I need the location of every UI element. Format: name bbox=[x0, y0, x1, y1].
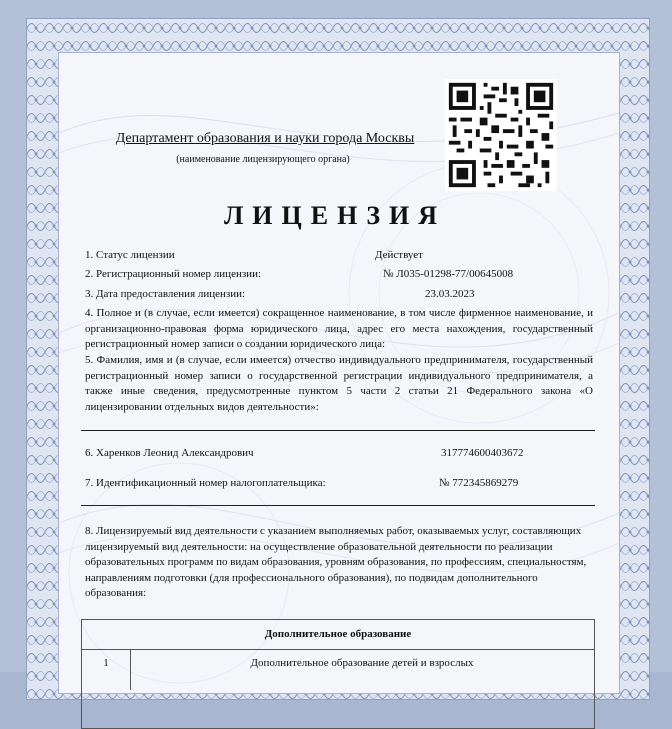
divider-top bbox=[81, 430, 595, 431]
authority-note: (наименование лицензирующего органа) bbox=[176, 154, 350, 165]
activity-table bbox=[81, 619, 595, 729]
divider-bottom bbox=[81, 505, 595, 506]
authority-name: Департамент образования и науки города Москвы bbox=[115, 131, 415, 146]
inn-value: № 772345869279 bbox=[439, 477, 519, 489]
clause-8: 8. Лицензируемый вид деятельности с указанием выполняемых работ, оказываемых услуг, составляющих лицензируемый вид деятельности: на осуществление образовательной деятельности по реализации образовательных программ по видам образования, уровням образования, по профессиям, специальностям, направлениям подготовки (для профессионального образования), по подвидам дополнительного образования: bbox=[85, 525, 587, 599]
reg-number-label: 2. Регистрационный номер лицензии: bbox=[85, 268, 262, 280]
table-row-number: 1 bbox=[82, 650, 131, 690]
status-label: 1. Статус лицензии bbox=[85, 249, 175, 261]
table-header: Дополнительное образование bbox=[82, 620, 594, 650]
table-row-text: Дополнительное образование детей и взрослых bbox=[250, 657, 474, 669]
entrepreneur-name: 6. Харенков Леонид Александрович bbox=[85, 447, 254, 459]
issue-date-value: 23.03.2023 bbox=[425, 288, 475, 300]
ogrnip-value: 317774600403672 bbox=[441, 447, 524, 459]
reg-number-value: № Л035-01298-77/00645008 bbox=[383, 268, 514, 280]
inn-label: 7. Идентификационный номер налогоплательщика: bbox=[85, 477, 326, 489]
document-title: ЛИЦЕНЗИЯ bbox=[223, 201, 447, 230]
license-sheet bbox=[58, 52, 620, 694]
clause-4: 4. Полное и (в случае, если имеется) сокращенное наименование, в том числе фирменное наименование, и организационно-правовая форма юридического лица, адрес его места нахождения, государственный регистрационный номер записи о создании юридического лица: bbox=[85, 307, 593, 350]
issue-date-label: 3. Дата предоставления лицензии: bbox=[85, 288, 246, 300]
qr-code bbox=[445, 79, 557, 191]
clause-5: 5. Фамилия, имя и (в случае, если имеется) отчество индивидуального предпринимателя, государственный регистрационный номер записи о государственной регистрации индивидуального предпринимателя, а также иные сведения, предусмотренные пунктом 5 части 2 статьи 21 Федерального закона «О лицензировании отдельных видов деятельности»: bbox=[85, 354, 593, 413]
ornamental-border bbox=[26, 18, 650, 700]
status-value: Действует bbox=[375, 249, 423, 261]
